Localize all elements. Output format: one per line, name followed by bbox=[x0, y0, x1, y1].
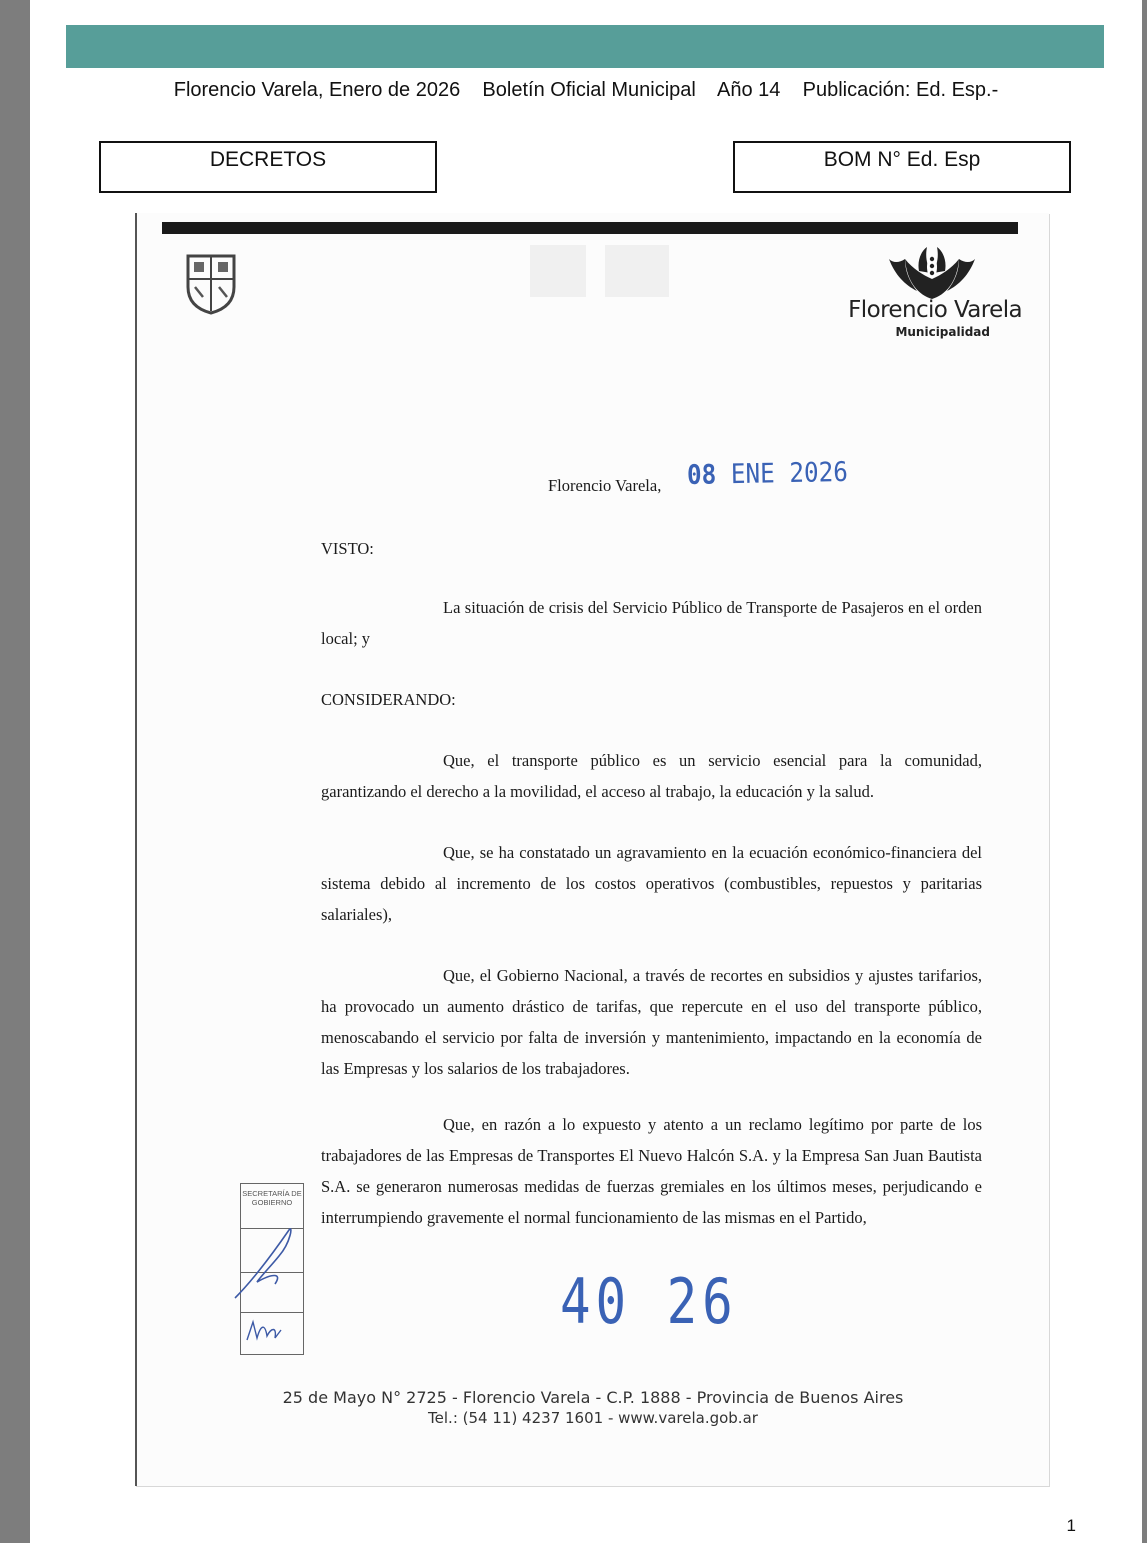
date-stamp-month-year: ENE 2026 bbox=[730, 456, 849, 491]
footer-contact: Tel.: (54 11) 4237 1601 - www.varela.gob.ar bbox=[428, 1409, 758, 1427]
considerando-paragraph: Que, el transporte público es un servicio esencial para la comunidad, garantizando el derecho a la movilidad, el acceso al trabajo, la educación y la salud. bbox=[321, 751, 982, 801]
bulletin-page bbox=[30, 0, 1142, 1543]
secretaria-stamp-header: SECRETARÍA DE GOBIERNO bbox=[242, 1189, 302, 1207]
municipal-shield-icon bbox=[185, 253, 237, 315]
municipality-name: Florencio Varela bbox=[848, 297, 1022, 323]
municipality-logo bbox=[842, 243, 1022, 353]
date-stamp bbox=[687, 457, 848, 491]
decree-number-stamp: 40 26 bbox=[560, 1265, 738, 1338]
considerando-paragraph: Que, se ha constatado un agravamiento en la ecuación económico-financiera del sistema debido al incremento de los costos operativos (combustibles, repuestos y paritarias salariales), bbox=[321, 843, 982, 924]
page-number: 1 bbox=[1066, 1516, 1076, 1535]
leaf-crown-icon bbox=[887, 245, 977, 301]
bom-label: BOM N° Ed. Esp bbox=[823, 148, 981, 171]
faded-stamp bbox=[530, 245, 586, 297]
visto-paragraph: La situación de crisis del Servicio Público de Transporte de Pasajeros en el orden local; y bbox=[321, 598, 982, 648]
considerando-heading: CONSIDERANDO: bbox=[321, 690, 456, 709]
publication-header: Florencio Varela, Enero de 2026 Boletín Oficial Municipal Año 14 Publicación: Ed. Esp.- bbox=[173, 79, 999, 101]
section-label-box bbox=[99, 141, 437, 193]
considerando-paragraph: Que, el Gobierno Nacional, a través de recortes en subsidios y ajustes tarifarios, ha provocado un aumento drástico de tarifas, que repercute en el uso del transporte público, menoscabando el servicio por falta de inversión y mantenimiento, impactando en la economía de las Empresas y los salarios de los trabajadores. bbox=[321, 966, 982, 1078]
faded-stamp bbox=[605, 245, 669, 297]
header-accent-bar bbox=[66, 25, 1104, 68]
visto-heading: VISTO: bbox=[321, 539, 374, 558]
secretaria-stamp bbox=[240, 1183, 304, 1355]
place-label: Florencio Varela, bbox=[548, 476, 662, 495]
handwritten-signature bbox=[231, 1212, 311, 1352]
footer-address: 25 de Mayo N° 2725 - Florencio Varela - C.P. 1888 - Provincia de Buenos Aires bbox=[282, 1388, 904, 1407]
date-stamp-day: 08 bbox=[686, 459, 717, 491]
section-label: DECRETOS bbox=[209, 148, 327, 171]
scanned-decree bbox=[135, 213, 1049, 1486]
scan-top-bar bbox=[162, 222, 1018, 234]
municipality-subtitle: Municipalidad bbox=[895, 325, 990, 339]
bom-label-box bbox=[733, 141, 1071, 193]
considerando-paragraph: Que, en razón a lo expuesto y atento a un reclamo legítimo por parte de los trabajadores de las Empresas de Transportes El Nuevo Halcón S.A. y la Empresa San Juan Bautista S.A. se generaron numerosas medidas de fuerzas gremiales en los últimos meses, perjudicando e interrumpiendo gravemente el normal funcionamiento de las mismas en el Partido, bbox=[321, 1115, 982, 1227]
